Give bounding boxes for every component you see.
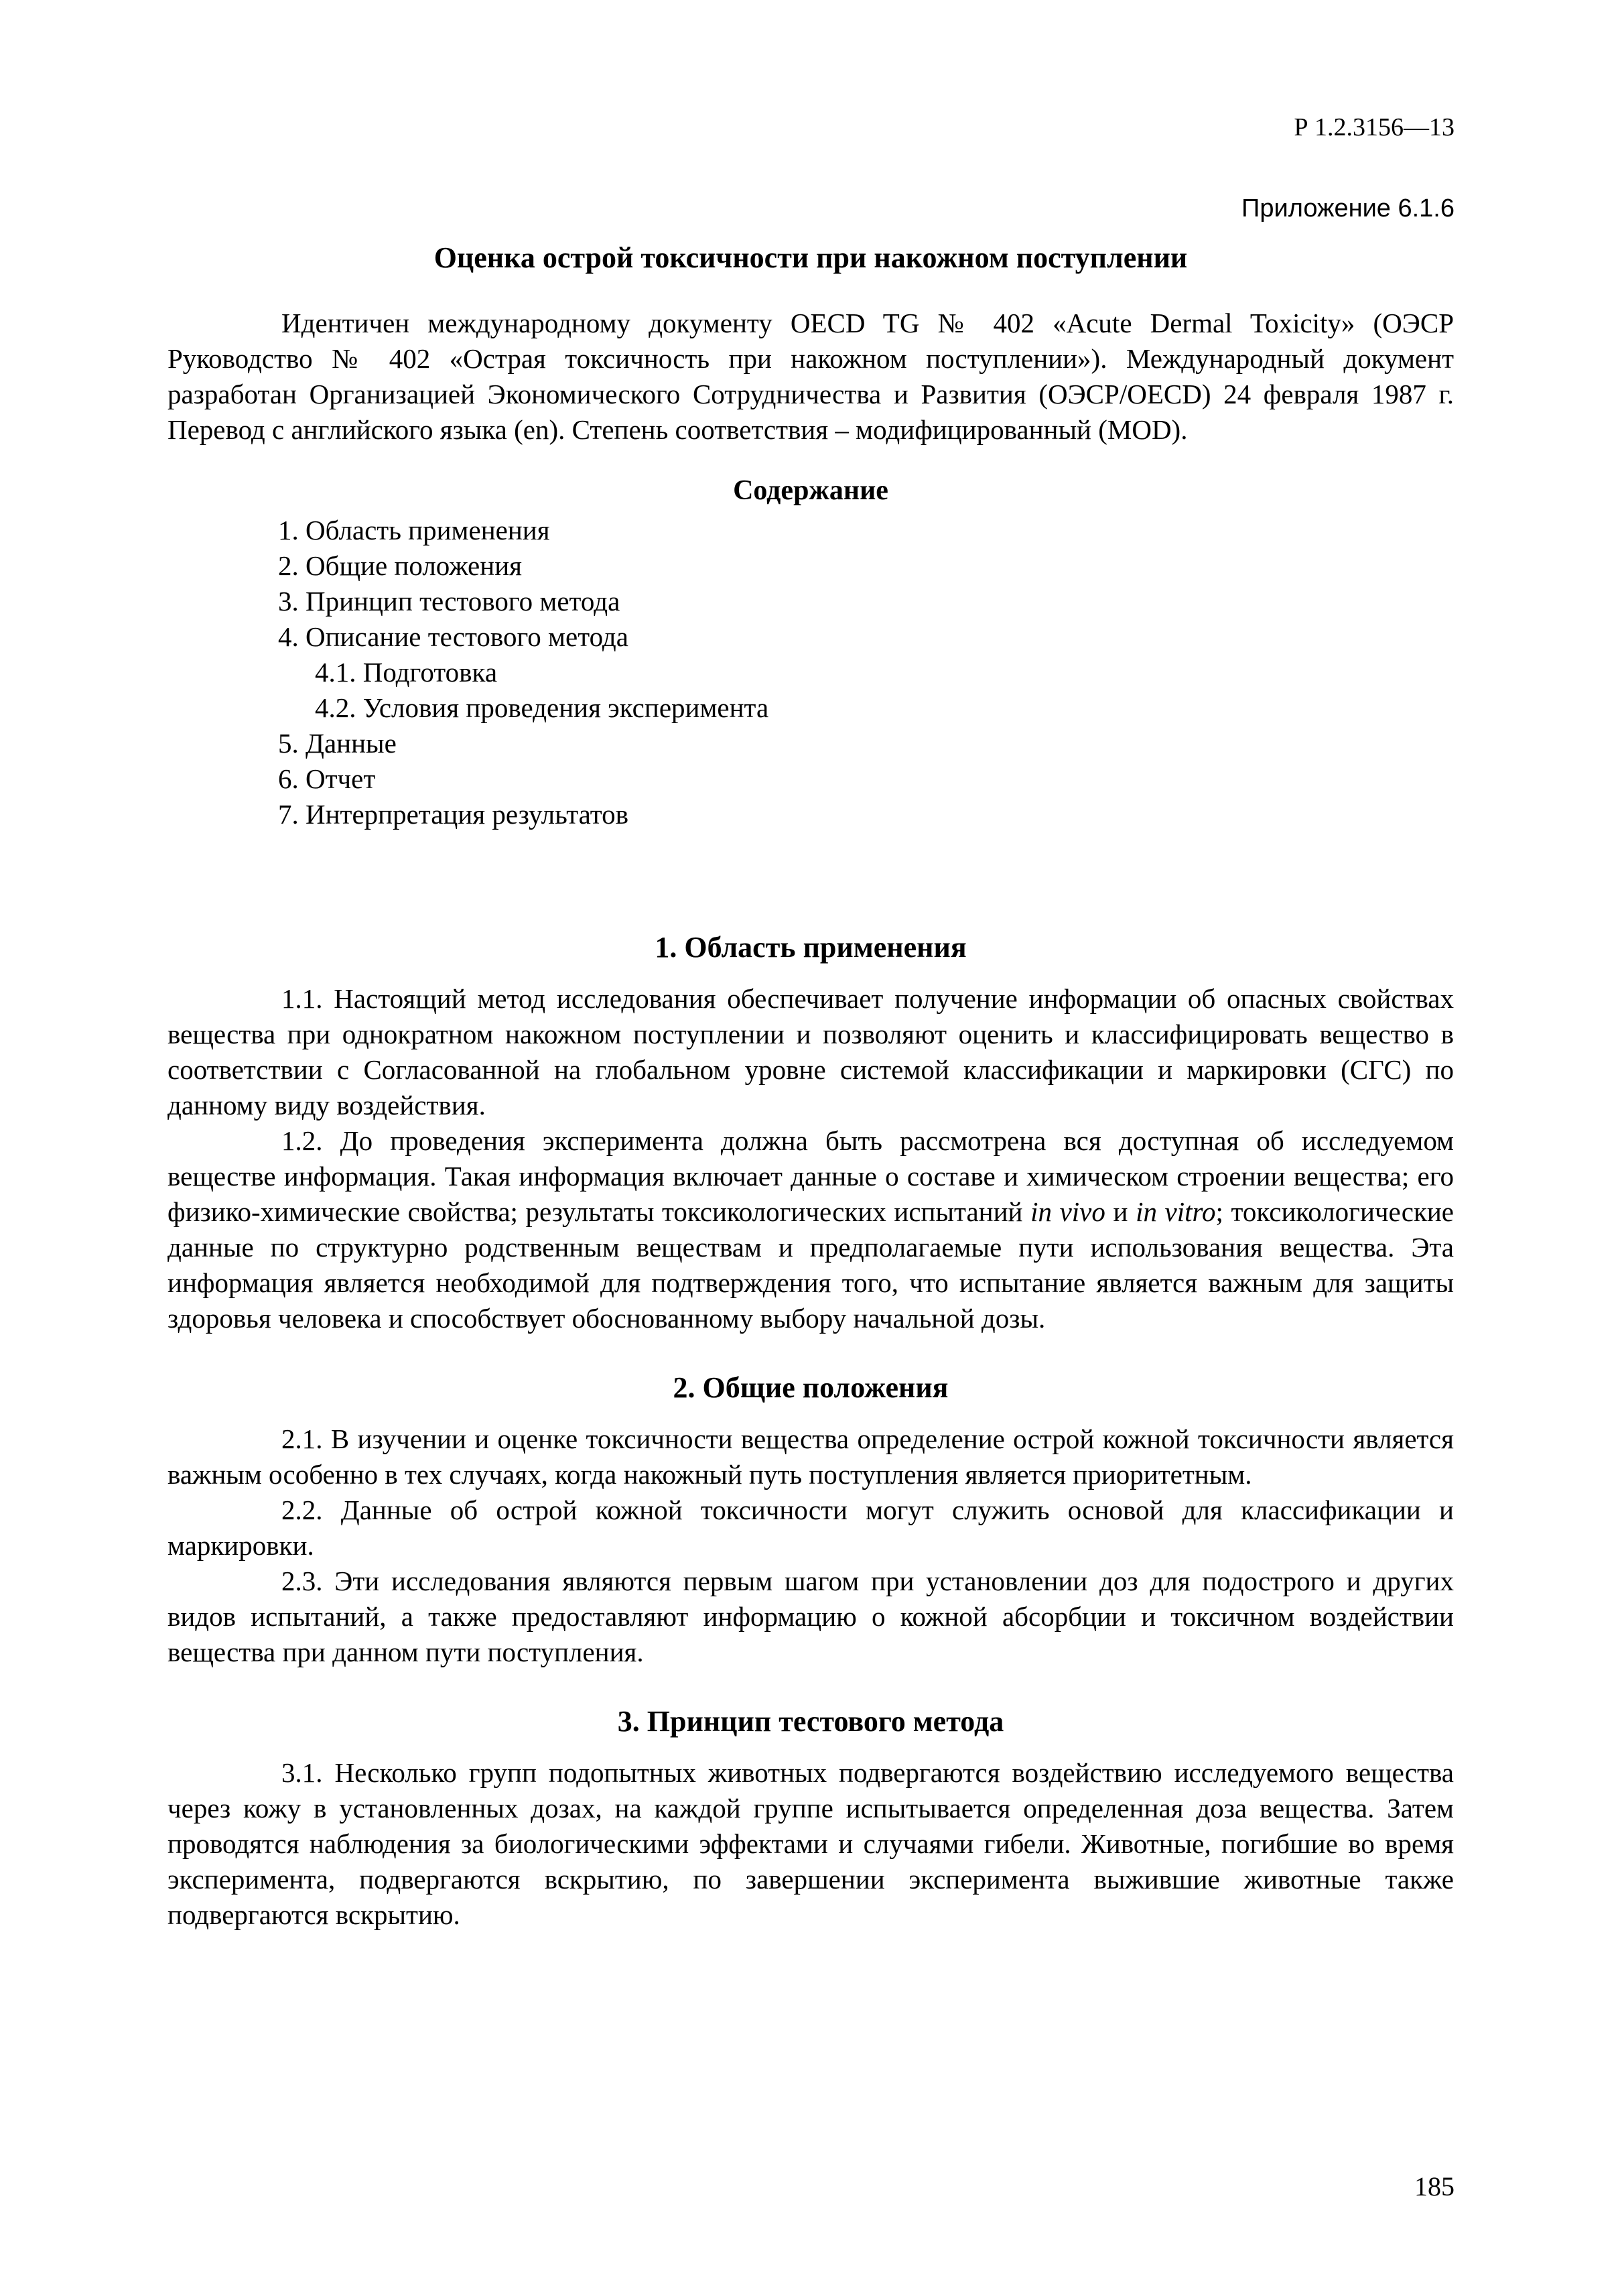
appendix-label: Приложение 6.1.6 — [1241, 194, 1455, 222]
paragraph-2-1: 2.1. В изучении и оценке токсичности вещества определение острой кожной токсичности является важным особенно в тех случаях, когда накожный путь поступления является приоритетным. — [167, 1423, 1454, 1490]
paragraph-3-1: 3.1. Несколько групп подопытных животных подвергаются воздействию исследуемого вещества через кожу в установленных дозах, на каждой группе испытывается определенная доза вещества. Затем проводятся наблюдения за биологическими эффектами и случаями гибели. Животные, погибшие во время эксперимента, подвергаются вскрытию, по завершении эксперимента выжившие животные также подвергаются вскрытию. — [167, 1757, 1454, 1930]
document-code: Р 1.2.3156—13 — [1294, 113, 1455, 141]
toc-item: 3. Принцип тестового метода — [278, 586, 620, 617]
toc-item: 5. Данные — [278, 728, 397, 759]
page-number: 185 — [1414, 2171, 1455, 2202]
toc-item: 7. Интерпретация результатов — [278, 799, 629, 830]
document-body — [167, 240, 1454, 1933]
section-title-general: 2. Общие положения — [673, 1371, 949, 1404]
toc-item: 1. Область применения — [278, 515, 550, 546]
section-title-principle: 3. Принцип тестового метода — [617, 1705, 1004, 1738]
intro-paragraph: Идентичен международному документу OECD TG № 402 «Acute Dermal Toxicity» (ОЭСР Руководство № 402 «Острая токсичность при накожном поступлении»). Международный документ разработан Организацией Экономического Сотрудничества и Развития (ОЭСР/OECD) 24 февраля 1987 г. Перевод с английского языка (en). Степень соответствия – модифицированный (MOD). — [167, 308, 1454, 445]
italic-in-vitro: in vitro — [1136, 1196, 1216, 1227]
section-title-scope: 1. Область применения — [655, 931, 967, 964]
paragraph-2-2: 2.2. Данные об острой кожной токсичности могут служить основой для классификации и маркировки. — [167, 1494, 1454, 1561]
document-title: Оценка острой токсичности при накожном поступлении — [433, 241, 1188, 274]
paragraph-1-2: 1.2. До проведения эксперимента должна быть рассмотрена вся доступная об исследуемом веществе информация. Такая информация включает данные о составе и химическом строении вещества; его физико-химические свойства; результаты токсикологических испытаний in vivo и in vitro; токсикологические данные по структурно родственным веществам и предполагаемые пути использования вещества. Эта информация является необходимой для подтверждения того, что испытание является важным для защиты здоровья человека и способствует обоснованному выбору начальной дозы. — [167, 1125, 1455, 1334]
italic-in-vivo: in vivo — [1030, 1196, 1105, 1227]
toc-title: Содержание — [733, 475, 888, 506]
toc-item: 4. Описание тестового метода — [278, 621, 628, 652]
table-of-contents — [167, 513, 1454, 832]
paragraph-1-1: 1.1. Настоящий метод исследования обеспечивает получение информации об опасных свойствах вещества при однократном накожном поступлении и позволяют оценить и классифицировать вещество в соответствии с Согласованной на глобальном уровне системой классификации и маркировки (СГС) по данному виду воздействия. — [167, 983, 1454, 1121]
toc-subitem: 4.1. Подготовка — [315, 657, 498, 688]
toc-item: 6. Отчет — [278, 763, 376, 794]
toc-subitem: 4.2. Условия проведения эксперимента — [315, 692, 769, 723]
toc-item: 2. Общие положения — [278, 550, 522, 581]
paragraph-2-3: 2.3. Эти исследования являются первым шагом при установлении доз для подострого и других видов испытаний, а также предоставляют информацию о кожной абсорбции и токсичном воздействии вещества при данном пути поступления. — [167, 1566, 1454, 1667]
